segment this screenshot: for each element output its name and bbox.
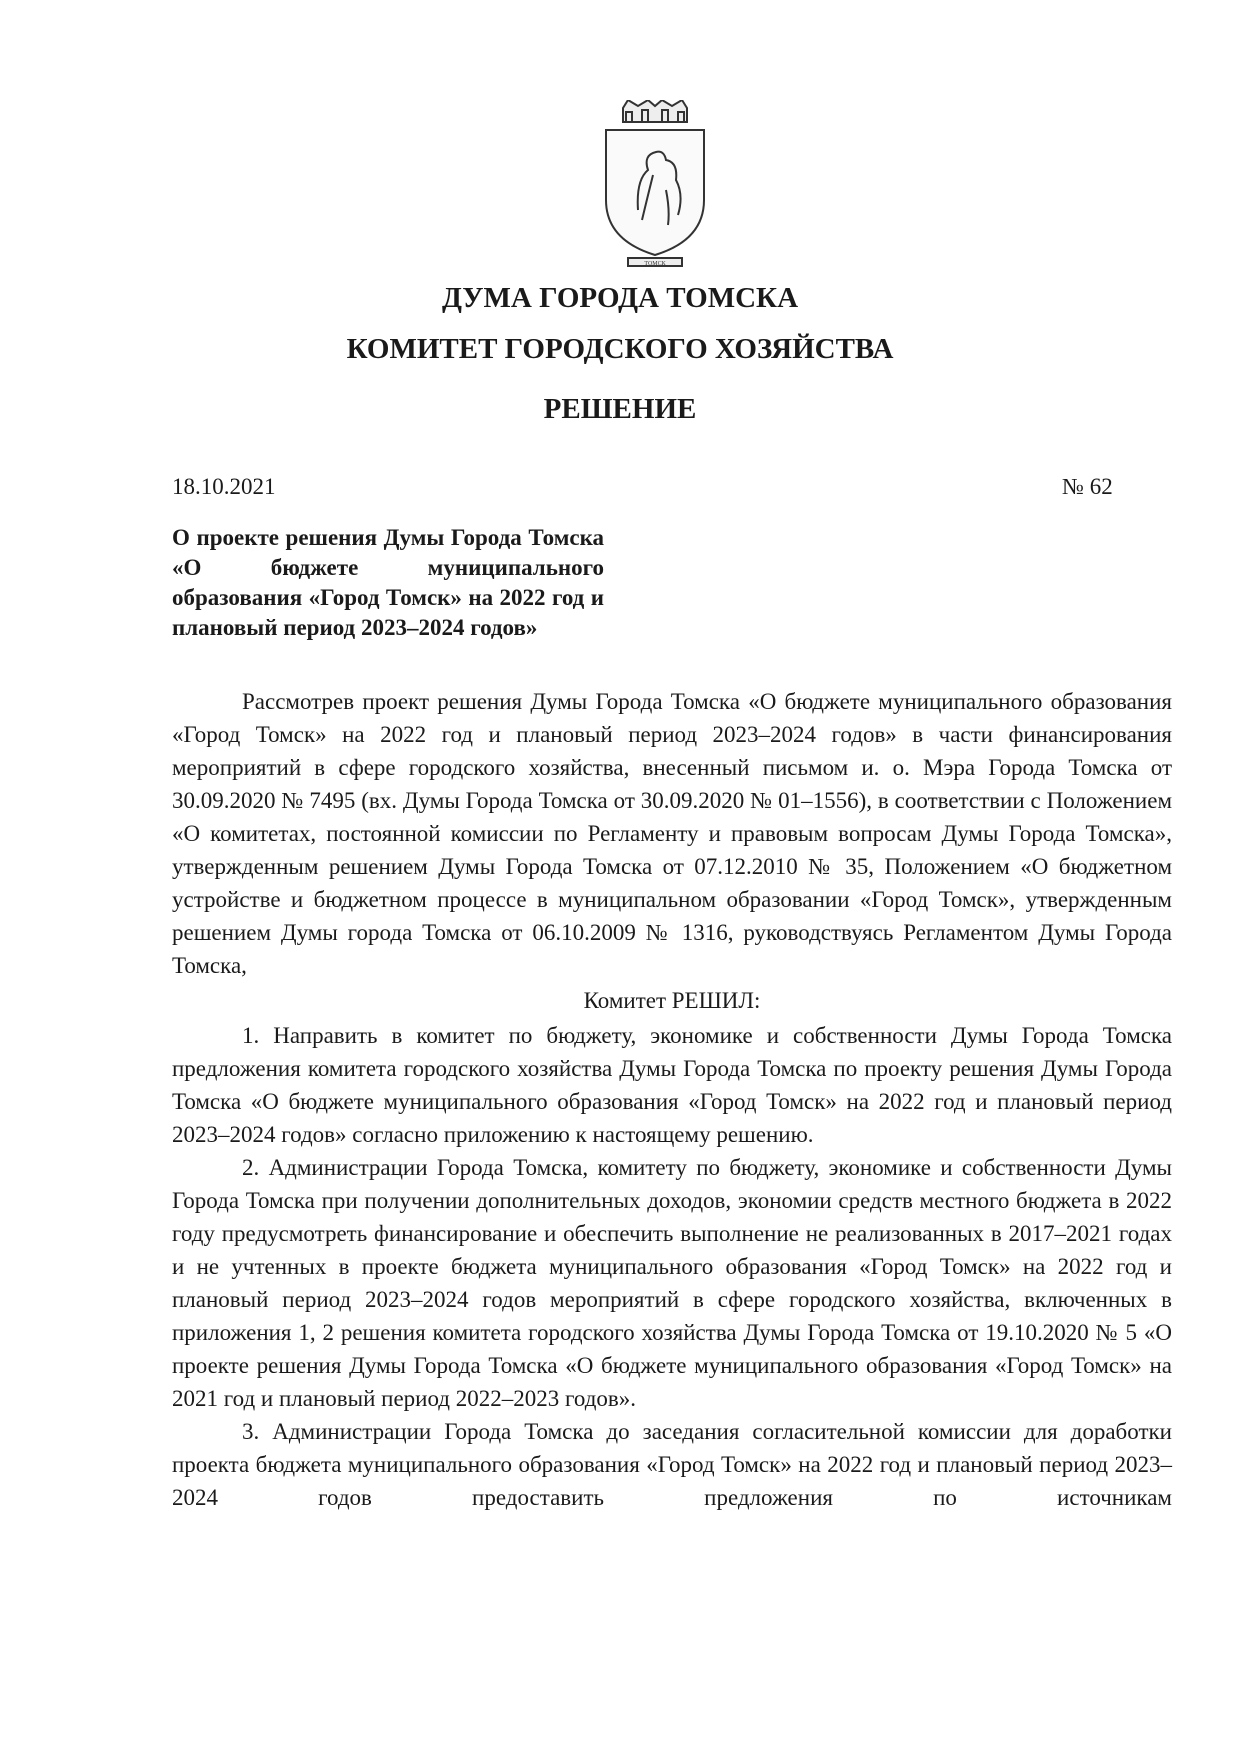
org-title: ДУМА ГОРОДА ТОМСКА [441, 282, 799, 314]
decision-body [172, 685, 1172, 1514]
preamble-paragraph: Рассмотрев проект решения Думы Города Томска «О бюджете муниципального образования «Город Томск» на 2022 год и плановый период 2023–2024 годов» в части финансирования мероприятий в сфере городского хозяйства, внесенный письмом и. о. Мэра Города Томска от 30.09.2020 № 7495 (вх. Думы Города Томска от 30.09.2020 № 01–1556), в соответствии с Положением «О комитетах, постоянной комиссии по Регламенту и правовым вопросам Думы Города Томска», утвержденным решением Думы Города Томска от 07.12.2010 № 35, Положением «О бюджетном устройстве и бюджетном процессе в муниципальном образовании «Город Томск», утвержденным решением Думы города Томска от 06.10.2009 № 1316, руководствуясь Регламентом Думы Города Томска, [172, 689, 1172, 978]
decision-date: 18.10.2021 [172, 474, 276, 499]
committee-title: КОМИТЕТ ГОРОДСКОГО ХОЗЯЙСТВА [346, 333, 894, 365]
decision-item-3: 3. Администрации Города Томска до заседания согласительной комиссии для доработки проекта бюджета муниципального образования «Город Томск» на 2022 год и плановый период 2023–2024 годов предоставить предложения по источникам [172, 1419, 1172, 1510]
decision-item-1: 1. Направить в комитет по бюджету, экономике и собственности Думы Города Томска предложения комитета городского хозяйства Думы Города Томска по проекту решения Думы Города Томска «О бюджете муниципального образования «Город Томск» на 2022 год и плановый период 2023–2024 годов» согласно приложению к настоящему решению. [172, 1023, 1172, 1147]
emblem-ribbon-text: ТОМСК [644, 261, 666, 267]
city-coat-of-arms [598, 100, 712, 270]
document-type: РЕШЕНИЕ [543, 393, 697, 425]
decision-item-2: 2. Администрации Города Томска, комитету по бюджету, экономике и собственности Думы Города Томска при получении дополнительных доходов, экономии средств местного бюджета в 2022 году предусмотреть финансирование и обеспечить выполнение не реализованных в 2017–2021 годах и не учтенных в проекте бюджета муниципального образования «Город Томск» на 2022 год и плановый период 2023–2024 годов мероприятий в сфере городского хозяйства, включенных в приложения 1, 2 решения комитета городского хозяйства Думы Города Томска от 19.10.2020 № 5 «О проекте решения Думы Города Томска «О бюджете муниципального образования «Город Томск» на 2021 год и плановый период 2022–2023 годов». [172, 1155, 1172, 1411]
decision-number: № 62 [1062, 474, 1113, 499]
decision-subject: О проекте решения Думы Города Томска «О бюджете муниципального образования «Город Томск» на 2022 год и плановый период 2023–2024 годов» [172, 525, 604, 640]
resolved-heading: Комитет РЕШИЛ: [583, 988, 761, 1013]
